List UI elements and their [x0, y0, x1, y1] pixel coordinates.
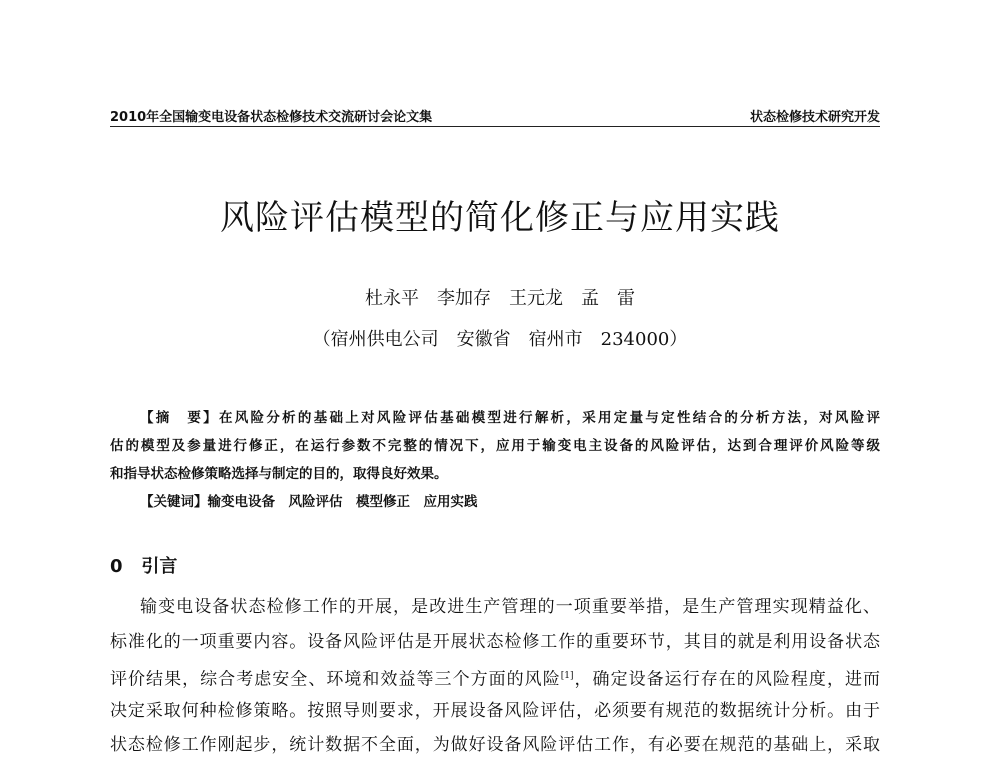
affiliation: （宿州供电公司 安徽省 宿州市 234000）	[312, 329, 688, 350]
header-section-title: 状态检修技术研究开发	[749, 110, 880, 125]
abstract-line: 和指导状态检修策略选择与制定的目的，取得良好效果。	[110, 466, 448, 482]
body-line: 决定采取何种检修策略。按照导则要求，开展设备风险评估，必须要有规范的数据统计分析。由于	[110, 700, 880, 721]
section-number: 0	[110, 556, 123, 577]
section-heading	[110, 552, 177, 578]
keywords-value: 输变电设备 风险评估 模型修正 应用实践	[207, 494, 478, 510]
keywords-label: 【关键词】	[140, 494, 208, 510]
abstract	[110, 404, 880, 488]
authors: 杜永平 李加存 王元龙 孟 雷	[365, 288, 635, 309]
body-line: 标准化的一项重要内容。设备风险评估是开展状态检修工作的重要环节，其目的就是利用设备状态	[110, 631, 880, 652]
body-text-span: ，确定设备运行存在的风险程度，进而	[573, 669, 881, 690]
section-title: 引言	[141, 556, 178, 577]
abstract-label: 【摘 要】	[140, 410, 219, 426]
body-line	[110, 659, 880, 694]
header-proceedings-title: 2010年全国输变电设备状态检修技术交流研讨会论文集	[110, 110, 433, 125]
keywords	[140, 490, 478, 510]
body-line: 输变电设备状态检修工作的开展，是改进生产管理的一项重要举措，是生产管理实现精益化、	[140, 597, 880, 617]
body-line: 状态检修工作刚起步，统计数据不全面，为做好设备风险评估工作，有必要在规范的基础上，采取	[110, 735, 880, 755]
body-text-span: 评价结果，综合考虑安全、环境和效益等三个方面的风险	[110, 669, 561, 690]
citation: [1]	[560, 671, 574, 681]
abstract-line: 估的模型及参量进行修正，在运行参数不完整的情况下，应用于输变电主设备的风险评估，达到合理评价风险等级	[110, 438, 880, 454]
paper-title: 风险评估模型的简化修正与应用实践	[220, 198, 780, 238]
running-header	[110, 104, 880, 127]
abstract-line	[110, 404, 880, 432]
body-text	[110, 590, 880, 763]
abstract-text: 在风险分析的基础上对风险评估基础模型进行解析，采用定量与定性结合的分析方法，对风险评	[218, 410, 881, 426]
